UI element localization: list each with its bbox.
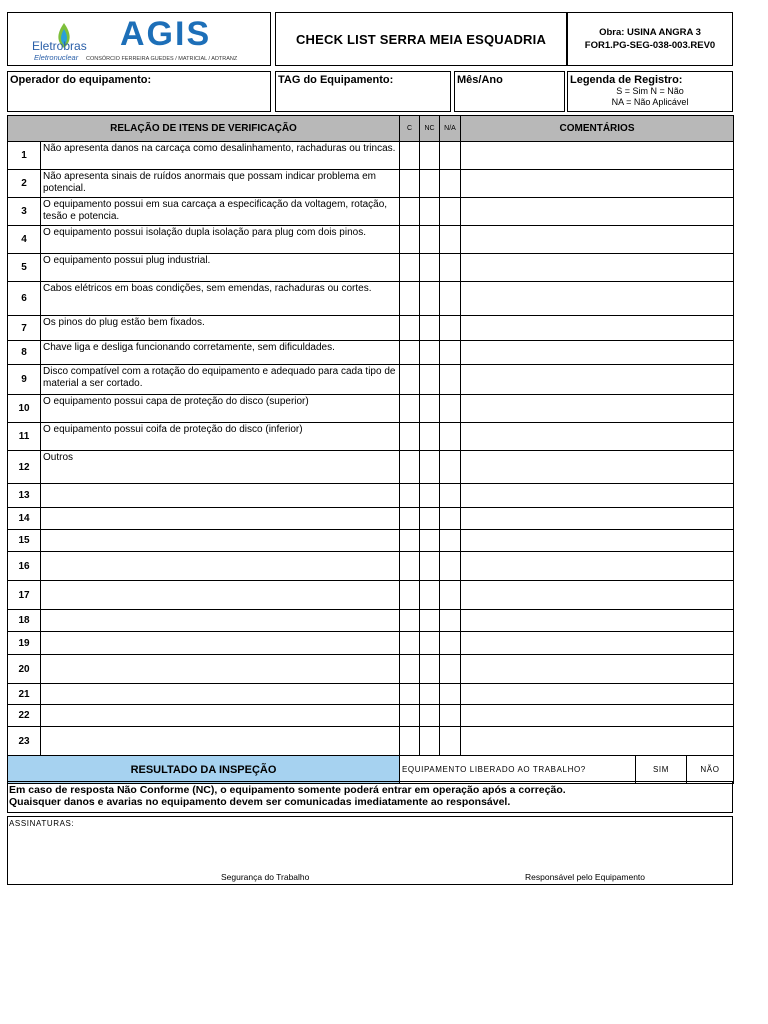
form-title: CHECK LIST SERRA MEIA ESQUADRIA bbox=[295, 31, 547, 47]
item-number: 2 bbox=[8, 170, 41, 198]
comment-cell[interactable] bbox=[461, 451, 734, 484]
item-number: 17 bbox=[8, 581, 41, 610]
table-row bbox=[8, 610, 734, 632]
eletronuclear-wordmark: Eletronuclear bbox=[34, 53, 79, 62]
legenda-box bbox=[567, 71, 733, 112]
check-c-cell[interactable] bbox=[400, 226, 420, 254]
check-na-cell[interactable] bbox=[440, 423, 461, 451]
check-na-cell[interactable] bbox=[440, 365, 461, 395]
check-c-cell[interactable] bbox=[400, 365, 420, 395]
item-number: 14 bbox=[8, 508, 41, 530]
table-header-row bbox=[8, 116, 734, 142]
table-row bbox=[8, 727, 734, 756]
signature-seguranca-label: Segurança do Trabalho bbox=[221, 872, 310, 882]
item-number: 1 bbox=[8, 142, 41, 170]
check-nc-cell[interactable] bbox=[420, 451, 440, 484]
item-number: 18 bbox=[8, 610, 41, 632]
item-number: 7 bbox=[8, 316, 41, 341]
check-na-cell[interactable] bbox=[440, 581, 461, 610]
table-row bbox=[8, 684, 734, 705]
comment-cell[interactable] bbox=[461, 170, 734, 198]
check-c-cell[interactable] bbox=[400, 451, 420, 484]
mes-ano-field[interactable] bbox=[454, 71, 565, 112]
check-na-cell[interactable] bbox=[440, 395, 461, 423]
item-description: Outros bbox=[41, 451, 400, 484]
table-row bbox=[8, 530, 734, 552]
check-na-cell[interactable] bbox=[440, 170, 461, 198]
check-c-cell[interactable] bbox=[400, 727, 420, 756]
comment-cell[interactable] bbox=[461, 484, 734, 508]
doc-code: FOR1.PG-SEG-038-003.REV0 bbox=[584, 40, 716, 51]
check-nc-cell[interactable] bbox=[420, 581, 440, 610]
signatures-box[interactable] bbox=[7, 816, 733, 885]
legenda-line-2: NA = Não Aplicável bbox=[611, 97, 689, 107]
col-nc-header: NC bbox=[420, 116, 440, 142]
legenda-line-1: S = Sim N = Não bbox=[616, 86, 684, 96]
item-number: 20 bbox=[8, 655, 41, 684]
comment-cell[interactable] bbox=[461, 610, 734, 632]
table-row bbox=[8, 170, 734, 198]
item-number: 15 bbox=[8, 530, 41, 552]
item-description: O equipamento possui capa de proteção do disco (superior) bbox=[41, 395, 400, 423]
tag-field[interactable] bbox=[275, 71, 451, 112]
sim-option[interactable]: SIM bbox=[635, 756, 686, 783]
table-row bbox=[8, 254, 734, 282]
item-description: Não apresenta sinais de ruídos anormais que possam indicar problema em potencial. bbox=[41, 170, 400, 198]
table-row bbox=[8, 395, 734, 423]
check-nc-cell[interactable] bbox=[420, 365, 440, 395]
check-nc-cell[interactable] bbox=[420, 655, 440, 684]
comment-cell[interactable] bbox=[461, 226, 734, 254]
check-na-cell[interactable] bbox=[440, 226, 461, 254]
item-description bbox=[41, 610, 400, 632]
item-number: 4 bbox=[8, 226, 41, 254]
item-description: Chave liga e desliga funcionando corretamente, sem dificuldades. bbox=[41, 341, 400, 365]
item-description bbox=[41, 484, 400, 508]
comment-cell[interactable] bbox=[461, 423, 734, 451]
table-row bbox=[8, 316, 734, 341]
check-c-cell[interactable] bbox=[400, 142, 420, 170]
obra-label: Obra: USINA ANGRA 3 bbox=[599, 27, 701, 38]
item-number: 5 bbox=[8, 254, 41, 282]
check-nc-cell[interactable] bbox=[420, 170, 440, 198]
check-na-cell[interactable] bbox=[440, 705, 461, 727]
obra-box bbox=[567, 12, 733, 66]
checklist-rows bbox=[8, 142, 734, 756]
check-c-cell[interactable] bbox=[400, 170, 420, 198]
col-na-header: N/A bbox=[440, 116, 461, 142]
comment-cell[interactable] bbox=[461, 254, 734, 282]
check-na-cell[interactable] bbox=[440, 341, 461, 365]
check-nc-cell[interactable] bbox=[420, 198, 440, 226]
check-c-cell[interactable] bbox=[400, 632, 420, 655]
check-c-cell[interactable] bbox=[400, 610, 420, 632]
comment-cell[interactable] bbox=[461, 341, 734, 365]
check-nc-cell[interactable] bbox=[420, 282, 440, 316]
check-na-cell[interactable] bbox=[440, 282, 461, 316]
table-row bbox=[8, 142, 734, 170]
check-na-cell[interactable] bbox=[440, 530, 461, 552]
check-nc-cell[interactable] bbox=[420, 395, 440, 423]
check-c-cell[interactable] bbox=[400, 581, 420, 610]
check-c-cell[interactable] bbox=[400, 282, 420, 316]
check-nc-cell[interactable] bbox=[420, 423, 440, 451]
mes-ano-label: Mês/Ano bbox=[457, 74, 503, 86]
check-na-cell[interactable] bbox=[440, 655, 461, 684]
table-row bbox=[8, 423, 734, 451]
table-row bbox=[8, 705, 734, 727]
check-c-cell[interactable] bbox=[400, 705, 420, 727]
item-description bbox=[41, 705, 400, 727]
check-na-cell[interactable] bbox=[440, 142, 461, 170]
table-row bbox=[8, 282, 734, 316]
check-na-cell[interactable] bbox=[440, 632, 461, 655]
operador-field[interactable] bbox=[7, 71, 271, 112]
check-nc-cell[interactable] bbox=[420, 341, 440, 365]
liberado-question: EQUIPAMENTO LIBERADO AO TRABALHO? bbox=[402, 765, 586, 774]
notice-line-2: Quaisquer danos e avarias no equipamento devem ser comunicadas imediatamente ao responsável. bbox=[9, 795, 511, 808]
item-description bbox=[41, 530, 400, 552]
comment-cell[interactable] bbox=[461, 282, 734, 316]
operador-label: Operador do equipamento: bbox=[10, 74, 152, 86]
item-description: O equipamento possui em sua carcaça a especificação da voltagem, rotação, tesão e potencia. bbox=[41, 198, 400, 226]
table-row bbox=[8, 552, 734, 581]
table-row bbox=[8, 581, 734, 610]
comment-cell[interactable] bbox=[461, 632, 734, 655]
check-na-cell[interactable] bbox=[440, 198, 461, 226]
item-number: 8 bbox=[8, 341, 41, 365]
item-description: O equipamento possui plug industrial. bbox=[41, 254, 400, 282]
comment-cell[interactable] bbox=[461, 198, 734, 226]
comment-cell[interactable] bbox=[461, 655, 734, 684]
item-description: O equipamento possui isolação dupla isolação para plug com dois pinos. bbox=[41, 226, 400, 254]
item-description: Os pinos do plug estão bem fixados. bbox=[41, 316, 400, 341]
check-c-cell[interactable] bbox=[400, 684, 420, 705]
check-nc-cell[interactable] bbox=[420, 727, 440, 756]
item-number: 21 bbox=[8, 684, 41, 705]
item-number: 19 bbox=[8, 632, 41, 655]
item-description bbox=[41, 655, 400, 684]
check-na-cell[interactable] bbox=[440, 610, 461, 632]
item-number: 16 bbox=[8, 552, 41, 581]
result-label: RESULTADO DA INSPEÇÃO bbox=[8, 756, 400, 784]
check-nc-cell[interactable] bbox=[420, 254, 440, 282]
item-number: 13 bbox=[8, 484, 41, 508]
check-nc-cell[interactable] bbox=[420, 142, 440, 170]
check-na-cell[interactable] bbox=[440, 508, 461, 530]
comment-cell[interactable] bbox=[461, 508, 734, 530]
comment-cell[interactable] bbox=[461, 142, 734, 170]
item-description bbox=[41, 727, 400, 756]
signature-responsavel-label: Responsável pelo Equipamento bbox=[525, 872, 646, 882]
col-c-header: C bbox=[400, 116, 420, 142]
nao-option[interactable]: NÃO bbox=[686, 756, 733, 783]
check-na-cell[interactable] bbox=[440, 552, 461, 581]
item-description bbox=[41, 581, 400, 610]
table-row bbox=[8, 632, 734, 655]
table-row bbox=[8, 365, 734, 395]
check-nc-cell[interactable] bbox=[420, 552, 440, 581]
legenda-title: Legenda de Registro: bbox=[570, 74, 683, 86]
table-row bbox=[8, 341, 734, 365]
check-nc-cell[interactable] bbox=[420, 484, 440, 508]
check-na-cell[interactable] bbox=[440, 484, 461, 508]
item-description bbox=[41, 552, 400, 581]
check-c-cell[interactable] bbox=[400, 552, 420, 581]
notice-box bbox=[7, 781, 733, 813]
eletrobras-wordmark: Eletrobras bbox=[32, 39, 87, 53]
check-c-cell[interactable] bbox=[400, 341, 420, 365]
check-na-cell[interactable] bbox=[440, 684, 461, 705]
comment-cell[interactable] bbox=[461, 395, 734, 423]
check-c-cell[interactable] bbox=[400, 316, 420, 341]
item-description: Não apresenta danos na carcaça como desalinhamento, rachaduras ou trincas. bbox=[41, 142, 400, 170]
check-nc-cell[interactable] bbox=[420, 316, 440, 341]
notice-line-1: Em caso de resposta Não Conforme (NC), o equipamento somente poderá entrar em operação após a correção. bbox=[9, 784, 566, 796]
col-comentarios-header: COMENTÁRIOS bbox=[461, 116, 734, 142]
check-nc-cell[interactable] bbox=[420, 530, 440, 552]
col-relacao-header: RELAÇÃO DE ITENS DE VERIFICAÇÃO bbox=[8, 116, 400, 142]
table-row bbox=[8, 655, 734, 684]
item-number: 23 bbox=[8, 727, 41, 756]
comment-cell[interactable] bbox=[461, 684, 734, 705]
consorcio-text: CONSÓRCIO FERREIRA GUEDES / MATRICIAL / ADTRANZ bbox=[86, 56, 238, 62]
check-nc-cell[interactable] bbox=[420, 705, 440, 727]
table-row bbox=[8, 508, 734, 530]
item-description bbox=[41, 632, 400, 655]
check-na-cell[interactable] bbox=[440, 451, 461, 484]
check-c-cell[interactable] bbox=[400, 484, 420, 508]
check-c-cell[interactable] bbox=[400, 508, 420, 530]
item-description: Disco compatível com a rotação do equipamento e adequado para cada tipo de material a ser cortado. bbox=[41, 365, 400, 395]
check-na-cell[interactable] bbox=[440, 727, 461, 756]
result-answer-cell bbox=[400, 756, 734, 784]
item-number: 6 bbox=[8, 282, 41, 316]
check-nc-cell[interactable] bbox=[420, 226, 440, 254]
table-row bbox=[8, 198, 734, 226]
item-number: 12 bbox=[8, 451, 41, 484]
checklist-table bbox=[7, 115, 734, 784]
item-description bbox=[41, 684, 400, 705]
agis-logo: AGIS bbox=[120, 15, 212, 53]
check-c-cell[interactable] bbox=[400, 655, 420, 684]
logo-area bbox=[7, 12, 271, 66]
check-c-cell[interactable] bbox=[400, 395, 420, 423]
check-c-cell[interactable] bbox=[400, 198, 420, 226]
comment-cell[interactable] bbox=[461, 581, 734, 610]
check-na-cell[interactable] bbox=[440, 316, 461, 341]
item-number: 10 bbox=[8, 395, 41, 423]
item-number: 3 bbox=[8, 198, 41, 226]
comment-cell[interactable] bbox=[461, 727, 734, 756]
item-number: 11 bbox=[8, 423, 41, 451]
form-title-box bbox=[275, 12, 567, 66]
comment-cell[interactable] bbox=[461, 316, 734, 341]
comment-cell[interactable] bbox=[461, 705, 734, 727]
item-description: Cabos elétricos em boas condições, sem emendas, rachaduras ou cortes. bbox=[41, 282, 400, 316]
item-number: 9 bbox=[8, 365, 41, 395]
check-na-cell[interactable] bbox=[440, 254, 461, 282]
item-description bbox=[41, 508, 400, 530]
check-c-cell[interactable] bbox=[400, 423, 420, 451]
check-nc-cell[interactable] bbox=[420, 632, 440, 655]
check-nc-cell[interactable] bbox=[420, 684, 440, 705]
table-row bbox=[8, 484, 734, 508]
tag-label: TAG do Equipamento: bbox=[278, 74, 394, 86]
table-row bbox=[8, 226, 734, 254]
comment-cell[interactable] bbox=[461, 530, 734, 552]
check-c-cell[interactable] bbox=[400, 254, 420, 282]
comment-cell[interactable] bbox=[461, 552, 734, 581]
check-nc-cell[interactable] bbox=[420, 508, 440, 530]
item-description: O equipamento possui coifa de proteção do disco (inferior) bbox=[41, 423, 400, 451]
comment-cell[interactable] bbox=[461, 365, 734, 395]
check-nc-cell[interactable] bbox=[420, 610, 440, 632]
check-c-cell[interactable] bbox=[400, 530, 420, 552]
signatures-title: ASSINATURAS: bbox=[9, 819, 75, 828]
item-number: 22 bbox=[8, 705, 41, 727]
table-row bbox=[8, 451, 734, 484]
result-row bbox=[8, 756, 734, 784]
